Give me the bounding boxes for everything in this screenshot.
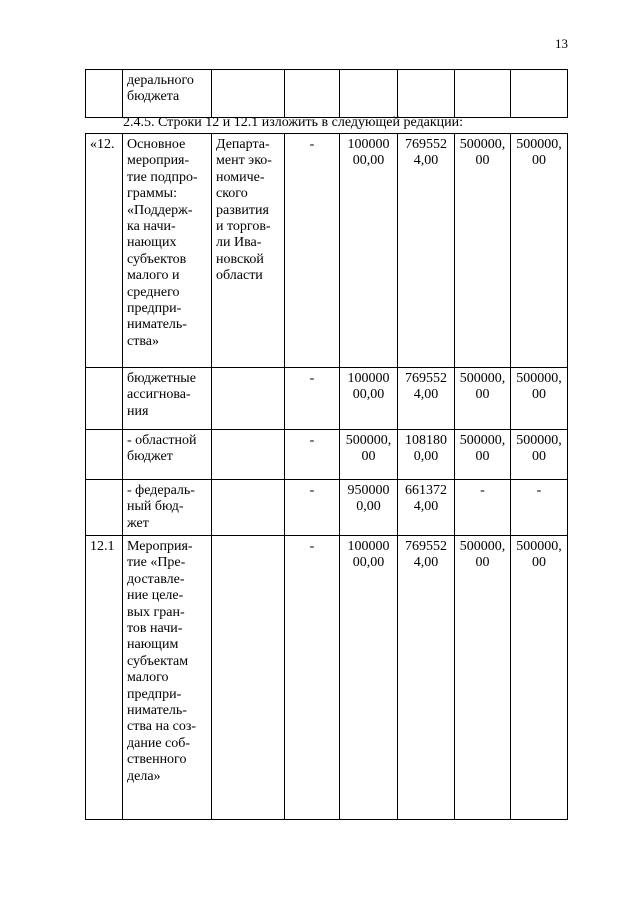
table-row: [86, 536, 568, 820]
cell-line: 100000: [347, 137, 390, 152]
activity-name: [123, 430, 212, 480]
empty-cell: [511, 70, 568, 118]
empty-cell: [86, 430, 123, 480]
cell-line: ный бюд-: [127, 499, 184, 515]
value-cell: [511, 368, 568, 430]
activity-name: [123, 536, 212, 820]
value-cell: [511, 536, 568, 820]
cell-line: 00: [475, 387, 490, 403]
cell-line: жет: [127, 515, 149, 531]
cell-line: нающим: [127, 637, 179, 653]
cell-line: 661372: [405, 483, 447, 498]
cell-line: субъектов: [127, 251, 187, 267]
cell-line: - федераль-: [127, 483, 195, 498]
value-cell: -: [285, 430, 340, 480]
value-cell: [398, 536, 455, 820]
cell-line: 00: [475, 449, 490, 465]
cell-line: тие «Пре-: [127, 555, 186, 571]
cell-line: тов начи-: [127, 621, 183, 637]
cell-line: 769552: [405, 137, 447, 152]
empty-cell: [86, 480, 123, 536]
cell-line: ства на соз-: [127, 719, 197, 735]
value-cell: [340, 480, 398, 536]
cell-line: мент эко-: [216, 153, 272, 169]
value-cell: [398, 480, 455, 536]
cell-line: вых гран-: [127, 604, 185, 620]
cell-line: 00,00: [352, 153, 385, 169]
cell-line: 4,00: [413, 387, 439, 403]
cell-line: бюджет: [127, 449, 173, 465]
table-row: [86, 70, 568, 118]
cell-line: 108180: [405, 433, 447, 448]
cell-line: 500000,: [516, 539, 562, 554]
cell-line: 00: [532, 387, 546, 403]
cell-line: 769552: [405, 539, 447, 554]
cell-line: 769552: [405, 371, 447, 386]
value-cell: [398, 430, 455, 480]
cell-line: 500000,: [459, 539, 506, 554]
cell-line: 500000,: [459, 137, 506, 152]
cell-line: 00: [475, 555, 490, 571]
empty-cell: [455, 70, 511, 118]
empty-cell: [212, 70, 285, 118]
value-cell: [398, 134, 455, 368]
cell-line: новской: [216, 251, 264, 267]
activity-name: [123, 134, 212, 368]
cell-line: ственного: [127, 752, 187, 768]
value-cell: [398, 368, 455, 430]
cell-line: предпри-: [127, 301, 182, 317]
page-number: 13: [555, 36, 568, 51]
cell-line: ния: [127, 403, 149, 419]
cell-line: 500000,: [516, 371, 562, 386]
cell-line: граммы:: [127, 186, 177, 202]
activity-name: [123, 368, 212, 430]
value-cell: [455, 134, 511, 368]
cell-line: бюджета: [127, 89, 180, 105]
table-row: [86, 134, 568, 368]
cell-line: тие подпро-: [127, 169, 198, 185]
empty-cell: [398, 70, 455, 118]
value-cell: -: [285, 134, 340, 368]
cell-line: 0,00: [413, 449, 439, 465]
cell-line: 00,00: [352, 387, 385, 403]
cell-line: - областной: [127, 433, 197, 448]
empty-cell: [212, 430, 285, 480]
value-cell: [455, 430, 511, 480]
cell-line: 950000: [347, 483, 390, 498]
empty-cell: [86, 70, 123, 118]
cell-line: 4,00: [413, 555, 439, 571]
cell-line: ниматель-: [127, 703, 187, 719]
table-row: [86, 368, 568, 430]
cell-line: дела»: [127, 768, 161, 784]
cell-line: 4,00: [413, 499, 439, 515]
table-row: [86, 430, 568, 480]
cell-line: 00: [532, 555, 546, 571]
empty-cell: [212, 480, 285, 536]
cell-line: Департа-: [216, 137, 270, 152]
cell-line: «Поддерж-: [127, 202, 193, 218]
cell-line: 500000,: [516, 137, 562, 152]
empty-cell: [212, 368, 285, 430]
cell-line: 00: [532, 449, 546, 465]
cell-line: 500000,: [345, 433, 392, 448]
cell-line: 0,00: [356, 499, 381, 515]
cell-line: развития: [216, 202, 269, 218]
cell-line: доставле-: [127, 571, 185, 587]
cell-line: 00: [532, 153, 546, 169]
cell-line: мероприя-: [127, 153, 190, 169]
cell-line: Основное: [127, 137, 186, 152]
top-table-fragment: [85, 69, 568, 118]
value-cell: -: [285, 480, 340, 536]
value-cell: [340, 430, 398, 480]
budget-text-cell: [123, 70, 212, 118]
activity-name: [123, 480, 212, 536]
value-cell: [340, 134, 398, 368]
value-cell: -: [455, 480, 511, 536]
cell-line: ства»: [127, 333, 159, 349]
cell-line: ского: [216, 186, 248, 202]
empty-cell: [340, 70, 398, 118]
cell-line: ние целе-: [127, 588, 184, 604]
value-cell: [340, 368, 398, 430]
cell-line: малого и: [127, 268, 180, 284]
empty-cell: [285, 70, 340, 118]
value-cell: -: [285, 536, 340, 820]
cell-line: нающих: [127, 235, 177, 251]
cell-line: 00: [361, 449, 376, 465]
cell-line: номиче-: [216, 169, 265, 185]
table-row: [86, 480, 568, 536]
cell-line: бюджетные: [127, 371, 196, 386]
cell-line: ассигнова-: [127, 387, 191, 403]
cell-line: дерального: [127, 73, 194, 88]
cell-line: области: [216, 268, 263, 284]
cell-line: 500000,: [516, 433, 562, 448]
section-heading: 2.4.5. Строки 12 и 12.1 изложить в следующей редакции:: [123, 115, 463, 130]
cell-line: ка начи-: [127, 219, 176, 235]
cell-line: Мероприя-: [127, 539, 193, 554]
cell-line: 100000: [347, 539, 390, 554]
program-table: [85, 133, 568, 820]
empty-cell: [212, 536, 285, 820]
cell-line: 500000,: [459, 433, 506, 448]
value-cell: [455, 368, 511, 430]
cell-line: 00: [475, 153, 490, 169]
row-number: 12.1: [86, 536, 123, 820]
cell-line: среднего: [127, 284, 180, 300]
value-cell: [511, 430, 568, 480]
value-cell: -: [285, 368, 340, 430]
cell-line: ниматель-: [127, 317, 187, 333]
cell-line: малого: [127, 670, 169, 686]
cell-line: и торгов-: [216, 219, 271, 235]
cell-line: 00,00: [352, 555, 385, 571]
cell-line: предпри-: [127, 686, 182, 702]
cell-line: субъектам: [127, 653, 189, 669]
value-cell: [511, 134, 568, 368]
value-cell: [340, 536, 398, 820]
executor-department: [212, 134, 285, 368]
cell-line: 500000,: [459, 371, 506, 386]
empty-cell: [86, 368, 123, 430]
value-cell: -: [511, 480, 568, 536]
cell-line: дание соб-: [127, 735, 191, 751]
row-number: «12.: [86, 134, 123, 368]
cell-line: 100000: [347, 371, 390, 386]
value-cell: [455, 536, 511, 820]
cell-line: ли Ива-: [216, 235, 262, 251]
cell-line: 4,00: [413, 153, 439, 169]
